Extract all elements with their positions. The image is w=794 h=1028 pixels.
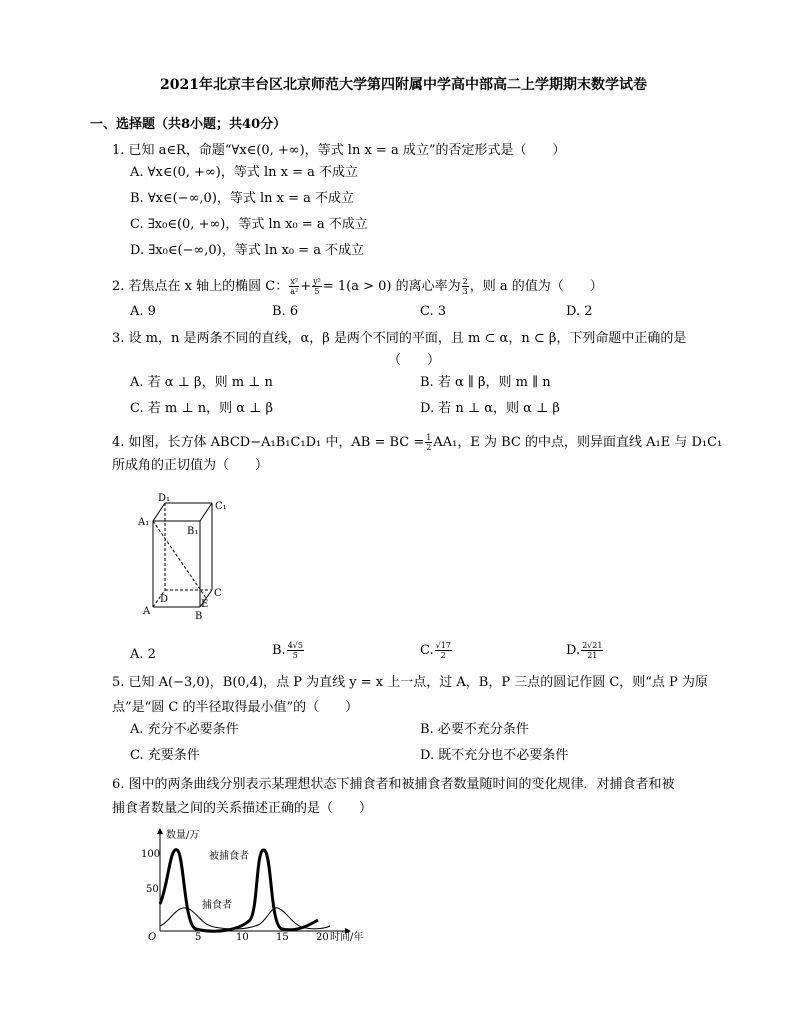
label-b: B <box>195 611 203 622</box>
population-graph <box>130 826 390 946</box>
q4-stem-line2: 所成角的正切值为（ ） <box>112 458 269 473</box>
q4-stem-part-b: AA₁，E 为 BC 的中点，则异面直线 A₁E 与 D₁C₁ <box>433 435 723 450</box>
q2-option-d[interactable]: D. 2 <box>566 304 593 319</box>
q2-fraction-y-den: 5 <box>314 287 320 296</box>
q2-option-a[interactable]: A. 9 <box>130 304 156 319</box>
q4-option-c-den: 2 <box>440 651 446 660</box>
q2-stem <box>112 277 603 296</box>
q4-option-a[interactable]: A. 2 <box>130 647 156 662</box>
q4-fraction-num: 1 <box>426 433 432 442</box>
label-a1: A₁ <box>138 517 150 528</box>
q6-stem-line2: 捕食者数量之间的关系描述正确的是（ ） <box>112 801 373 816</box>
q5-stem: 5. 已知 A(−3,0)，B(0,4)，点 P 为直线 y = x 上一点，过 A，B，P 三点的圆记作圆 C，则“点 P 为原 <box>112 675 708 690</box>
q4-option-b-den: 5 <box>292 651 298 660</box>
q4-option-d-den: 21 <box>587 651 598 660</box>
q5-option-b[interactable]: B. 必要不充分条件 <box>420 722 529 737</box>
origin-label: O <box>148 932 157 943</box>
q4-option-c-fraction <box>435 641 452 660</box>
x-axis-label: 时间/年 <box>330 932 364 943</box>
label-d1: D₁ <box>158 493 171 504</box>
q2-stem-part-a: 2. 若焦点在 x 轴上的椭圆 C： <box>112 279 289 294</box>
q4-option-c-letter: C. <box>420 643 434 658</box>
x-tick-20: 20 <box>316 932 329 943</box>
label-c: C <box>214 588 222 599</box>
q4-fraction-den: 2 <box>426 443 432 452</box>
q2-fraction-x-num: x² <box>290 277 299 286</box>
y-tick-50: 50 <box>146 884 159 895</box>
label-d: D <box>160 594 169 605</box>
q1-stem: 1. 已知 a∈R，命题“∀x∈(0, +∞)，等式 ln x = a 成立”的否定形式是（ ） <box>112 143 566 158</box>
prey-label: 被捕食者 <box>209 851 249 862</box>
q4-option-d-num: 2√21 <box>582 641 603 650</box>
q4-option-b[interactable] <box>272 641 305 660</box>
q6-stem: 6. 图中的两条曲线分别表示某理想状态下捕食者和被捕食者数量随时间的变化规律．对捕食者和被 <box>112 777 675 792</box>
q4-fraction-half <box>425 433 432 452</box>
q2-fraction-x-den: a² <box>290 287 299 296</box>
label-c1: C₁ <box>215 501 227 512</box>
q1-option-b[interactable]: B. ∀x∈(−∞,0)，等式 ln x = a 不成立 <box>130 191 355 206</box>
q2-fraction-ecc-num: 2 <box>462 277 468 286</box>
q2-option-c[interactable]: C. 3 <box>420 304 447 319</box>
q2-fraction-x <box>289 277 299 296</box>
q3-option-b[interactable]: B. 若 α ∥ β，则 m ∥ n <box>420 375 551 390</box>
q3-paren: （ ） <box>388 353 441 368</box>
label-e: E <box>201 599 209 610</box>
q2-fraction-y-num: y² <box>313 277 321 286</box>
q4-option-b-fraction <box>287 641 304 660</box>
q4-option-d[interactable] <box>566 641 604 660</box>
q2-stem-part-b: = 1(a > 0) 的离心率为 <box>322 279 461 294</box>
q3-stem: 3. 设 m，n 是两条不同的直线，α，β 是两个不同的平面，且 m ⊂ α，n ⊂ β，下列命题中正确的是 <box>112 331 687 346</box>
label-b1: B₁ <box>187 526 199 537</box>
q4-stem-part-a: 4. 如图，长方体 ABCD−A₁B₁C₁D₁ 中，AB = BC = <box>112 435 425 450</box>
q3-option-a[interactable]: A. 若 α ⊥ β，则 m ⊥ n <box>130 375 273 390</box>
q5-option-d[interactable]: D. 既不充分也不必要条件 <box>420 748 569 763</box>
page-title: 2021年北京丰台区北京师范大学第四附属中学高中部高二上学期期末数学试卷 <box>160 77 647 93</box>
q4-option-d-fraction <box>581 641 603 660</box>
q2-option-b[interactable]: B. 6 <box>272 304 299 319</box>
edge-a1-d1 <box>153 503 165 521</box>
q5-option-a[interactable]: A. 充分不必要条件 <box>130 722 239 737</box>
q2-stem-part-c: ，则 a 的值为（ ） <box>469 279 603 294</box>
q1-option-a[interactable]: A. ∀x∈(0, +∞)，等式 ln x = a 不成立 <box>130 165 359 180</box>
q2-plus: + <box>300 279 312 294</box>
y-axis-label: 数量/万 <box>166 830 200 841</box>
q5-option-c[interactable]: C. 充要条件 <box>130 748 200 763</box>
label-a: A <box>143 606 151 617</box>
q5-stem-line2: 点”是“圆 C 的半径取得最小值”的（ ） <box>112 700 359 715</box>
q2-fraction-y <box>312 277 322 296</box>
x-tick-10: 10 <box>236 932 249 943</box>
section-heading: 一、选择题（共8小题；共40分） <box>90 117 287 132</box>
q4-option-c[interactable] <box>420 641 453 660</box>
cuboid-figure <box>135 490 225 622</box>
edge-b1-c1 <box>200 503 212 521</box>
q4-option-b-num: 4√5 <box>287 641 303 650</box>
x-tick-5: 5 <box>195 932 202 943</box>
q1-option-d[interactable]: D. ∃x₀∈(−∞,0)，等式 ln x₀ = a 不成立 <box>130 243 365 258</box>
q4-option-c-num: √17 <box>435 641 451 650</box>
q2-fraction-ecc <box>462 277 469 296</box>
q1-option-c[interactable]: C. ∃x₀∈(0, +∞)，等式 ln x₀ = a 不成立 <box>130 217 368 232</box>
y-axis-arrow <box>157 828 163 834</box>
x-tick-15: 15 <box>276 932 289 943</box>
q3-option-d[interactable]: D. 若 n ⊥ α，则 α ⊥ β <box>420 401 560 416</box>
q4-option-d-letter: D. <box>566 643 581 658</box>
q3-option-c[interactable]: C. 若 m ⊥ n，则 α ⊥ β <box>130 401 273 416</box>
y-tick-100: 100 <box>141 849 161 860</box>
q4-stem <box>112 433 722 452</box>
q2-fraction-ecc-den: 3 <box>462 287 468 296</box>
predator-label: 捕食者 <box>202 900 232 911</box>
q4-option-b-letter: B. <box>272 643 286 658</box>
